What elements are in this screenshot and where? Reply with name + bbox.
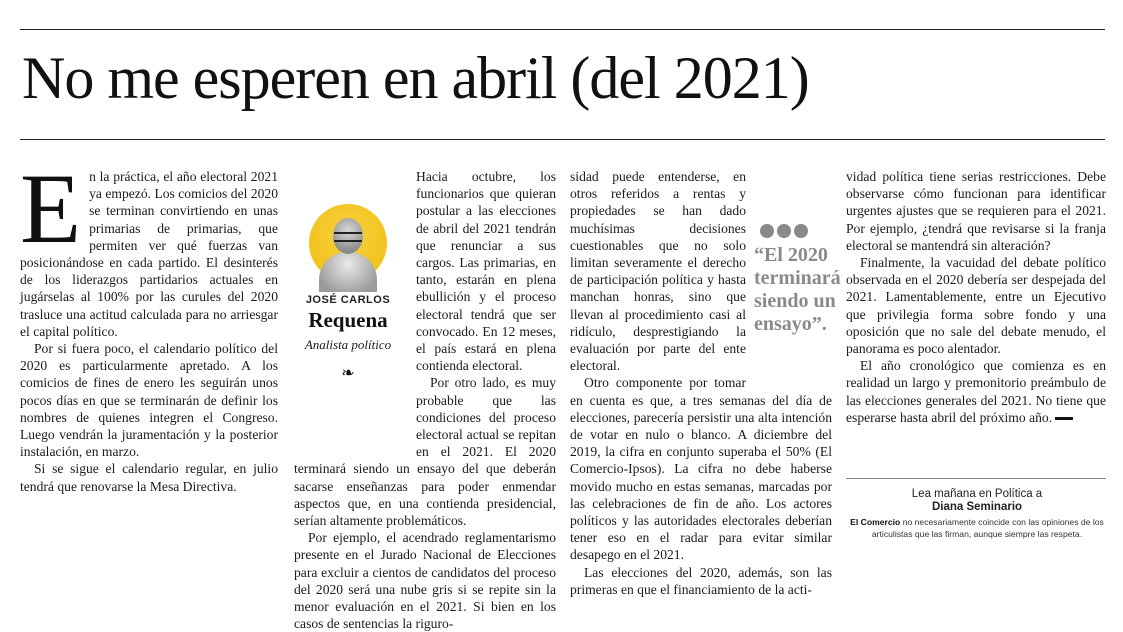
paragraph: Otro componente por tomar en cuenta es que, a tres semanas del día de elecciones, parecería persistir una alta intención de votar en nulo o blanco. A diciembre del 2019, la cifra en conjunto superaba el 50% (El Comercio-Ipsos). La cifra no debe haberse movido mucho en estas semanas, marcadas por las celebraciones de fin de año. Los actores políticos y las autoridades electorales deberían tener eso en el radar para evitar similar desapego en el 2021. (570, 375, 832, 563)
drop-cap: E (20, 153, 82, 264)
avatar (309, 204, 387, 282)
next-column-note (846, 488, 1108, 514)
headline: No me esperen en abril (del 2021) (22, 45, 809, 111)
pull-quote-box (754, 224, 850, 384)
author-last-name: Requena (308, 308, 388, 333)
disclaimer (846, 516, 1108, 540)
disclaimer-brand: El Comercio (850, 517, 901, 527)
ornament-icon: ❧ (341, 365, 355, 383)
paragraph: Las elecciones del 2020, además, son las primeras en que el financiamiento de la acti- (570, 564, 832, 597)
paragraph: Finalmente, la vacuidad del debate político observada en el 2020 debería ser despejada del 2021. Lamentablemente, entre un Ejecutivo que privilegia forma sobre fondo y una oposición que no sale del debate menudo, el panorama es poco alentador. (846, 255, 1106, 357)
paragraph: Por si fuera poco, el calendario político del 2020 es particularmente apretado. A los comicios de fines de enero les seguirán unos pocos días en que se terminarán de definir los nombres de quienes integren el Congreso. Luego vendrán la juramentación y la posterior instalación, en marzo. (20, 341, 278, 460)
paragraph: vidad política tiene serias restricciones. Debe observarse cómo funcionan para identificar urgentes ajustes que se requieren para el 2021. Por ejemplo, ¿tendrá que revisarse si la franja electoral se mantendrá sin alteración? (846, 169, 1106, 253)
paragraph: En la práctica, el año electoral 2021 ya empezó. Los comicios del 2020 se terminan convirtiendo en unas primarias de primarias, que permiten ver qué fuerzas van posicionándose en cada partido. El desinterés de los liderazgos partidarios actuales en jugárselas al 100% por las curules del 2020 trasluce una actitud calculada para no arriesgar el capital político. (20, 153, 278, 339)
pull-quote: “El 2020 terminará siendo un ensayo”. (754, 244, 841, 335)
next-column-author: Diana Seminario (931, 501, 1023, 513)
author-role: Analista político (304, 337, 392, 353)
column-1 (20, 153, 278, 553)
paragraph: Si se sigue el calendario regular, en julio tendrá que renovarse la Mesa Directiva. (20, 461, 278, 494)
paragraph: Por otro lado, es muy probable que las condiciones del proceso electoral actual se repitan en el 2021. El 2020 terminará siendo un ensayo del que deberán sacarse enseñanzas para poder enmendar aspectos que, en una contienda presidencial, serían altamente problemáticos. (294, 375, 556, 529)
top-rule (20, 29, 1105, 30)
paragraph: El año cronológico que comienza es en realidad un largo y premonitorio preámbulo de las elecciones generales del 2021. No tiene que esperarse hasta abril del próximo año. (846, 358, 1106, 425)
author-first-name: JOSÉ CARLOS (305, 294, 391, 306)
column-2 (294, 168, 556, 632)
paragraph: sidad puede entenderse, en otros referidos a rentas y propiedades se han dado muchísimas decisiones cuestionables que no solo limitan severamente el derecho de participación política y hasta manchan honras, sino que llevan al procedimiento casi al ridículo, desprestigiando la evaluación por parte del ente electoral. (570, 169, 746, 374)
column-4 (846, 168, 1106, 468)
paragraph: Hacia octubre, los funcionarios que quieran postular a las elecciones de abril del 2021 tendrán que renunciar a sus cargos. Las primarias, en tanto, estarán en plena ebullición y el proceso electoral tendrá que ser convocado. En 12 meses, el país estará en plena contienda electoral. (416, 169, 556, 374)
column-3 (570, 168, 841, 597)
paragraph: Por ejemplo, el acendrado reglamentarismo presente en el Jurado Nacional de Elecciones para excluir a cientos de candidatos del proceso del 2020 será una nube gris si se repite sin la menor evaluación en el 2021. Si bien en los casos de sentencias la riguro- (294, 530, 556, 632)
disclaimer-text: no necesariamente coincide con las opiniones de los articulistas que las firman, aunque siempre las respeta. (871, 517, 1104, 539)
next-column-label: Lea mañana en Política a (911, 488, 1043, 500)
author-box (288, 204, 408, 454)
headline-rule (20, 139, 1105, 140)
note-rule (846, 478, 1106, 479)
end-mark-icon (1055, 417, 1073, 420)
quote-dots-icon (760, 224, 850, 238)
